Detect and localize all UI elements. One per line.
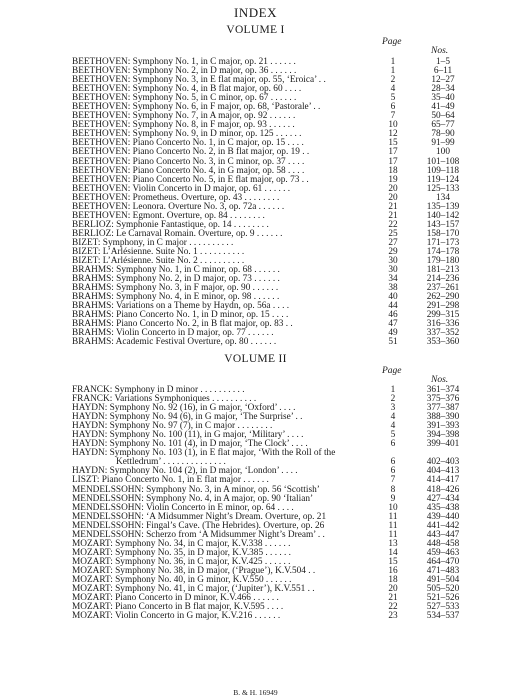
entry-numbers: 171–173 bbox=[426, 237, 460, 248]
entry-numbers: 391–393 bbox=[426, 421, 460, 432]
index-entry bbox=[0, 449, 511, 467]
entry-numbers: 316–336 bbox=[426, 319, 460, 330]
entry-page-number: 5 bbox=[390, 430, 396, 441]
entry-numbers: 527–533 bbox=[426, 602, 460, 613]
entry-page-number: 1 bbox=[390, 66, 396, 77]
entry-page-number: 17 bbox=[388, 156, 398, 167]
entry-title: MOZART: Symphony No. 38, in D major, (‘Prague’), K.V.504 . . bbox=[72, 565, 316, 576]
entry-numbers: 464–470 bbox=[426, 556, 460, 567]
entry-title: MOZART: Symphony No. 36, in C major, K.V.425 . . . . . . bbox=[72, 556, 291, 567]
entry-numbers: 41–49 bbox=[431, 102, 455, 113]
entry-numbers: 399–401 bbox=[426, 439, 460, 450]
entry-numbers: 179–180 bbox=[426, 256, 460, 267]
entry-numbers: 6–11 bbox=[433, 66, 453, 77]
entry-page-number: 14 bbox=[388, 547, 398, 558]
entry-numbers: 427–434 bbox=[426, 493, 460, 504]
entry-page-number: 34 bbox=[388, 274, 398, 285]
entry-numbers: 262–290 bbox=[426, 292, 460, 303]
entry-page-number: 13 bbox=[388, 538, 398, 549]
entry-numbers: 12–27 bbox=[431, 75, 455, 86]
entry-title: BRAHMS: Piano Concerto No. 1, in D minor, op. 15 . . . . bbox=[72, 310, 289, 321]
entry-title: BERLIOZ: Le Carnaval Romain. Overture, op. 9 . . . . . . bbox=[72, 228, 283, 239]
page-title: INDEX bbox=[234, 5, 277, 20]
entry-page-number: 4 bbox=[390, 84, 396, 95]
volume-2-entry-list bbox=[0, 386, 511, 621]
entry-title: BRAHMS: Variations on a Theme by Haydn, op. 56a . . . . bbox=[72, 301, 290, 312]
entry-page-number: 20 bbox=[388, 584, 398, 595]
entry-title: BEETHOVEN: Egmont. Overture, op. 84 . . . . . . . . bbox=[72, 210, 265, 221]
entry-page-number: 1 bbox=[390, 57, 396, 67]
entry-numbers: 443–447 bbox=[426, 529, 460, 540]
entry-page-number: 15 bbox=[388, 556, 398, 567]
entry-title: BEETHOVEN: Symphony No. 4, in B flat major, op. 60 . . . . bbox=[72, 84, 302, 95]
entry-numbers: 388–390 bbox=[426, 412, 460, 423]
entry-page-number: 15 bbox=[388, 138, 398, 149]
entry-page-number: 38 bbox=[388, 283, 398, 294]
entry-numbers: 140–142 bbox=[426, 210, 460, 221]
entry-title: MOZART: Violin Concerto in G major, K.V.216 . . . . . . bbox=[72, 611, 281, 622]
entry-page-number: 23 bbox=[388, 611, 398, 622]
entry-page-number: 30 bbox=[388, 256, 398, 267]
entry-title: MOZART: Piano Concerto in D minor, K.V.466 . . . . . . bbox=[72, 593, 279, 604]
entry-title: BEETHOVEN: Symphony No. 9, in D minor, op. 125 . . . . . . bbox=[72, 129, 302, 140]
entry-title: BRAHMS: Violin Concerto in D major, op. 77 . . . . . . bbox=[72, 328, 274, 339]
entry-numbers: 91–99 bbox=[431, 138, 455, 149]
entry-numbers: 174–178 bbox=[426, 246, 460, 257]
entry-numbers: 375–376 bbox=[426, 394, 460, 405]
entry-title: MOZART: Symphony No. 41, in C major, (‘Jupiter’), K.V.551 . . bbox=[72, 584, 315, 595]
entry-title: BEETHOVEN: Symphony No. 3, in E flat major, op. 55, ‘Eroica’ . . bbox=[72, 75, 326, 86]
entry-page-number: 3 bbox=[390, 403, 396, 414]
entry-numbers: 414–417 bbox=[426, 475, 460, 486]
entry-numbers: 491–504 bbox=[426, 574, 460, 585]
entry-numbers: 337–352 bbox=[426, 328, 460, 339]
entry-numbers: 65–77 bbox=[431, 120, 455, 131]
entry-numbers: 291–298 bbox=[426, 301, 460, 312]
entry-page-number: 18 bbox=[388, 574, 398, 585]
entry-numbers: 459–463 bbox=[426, 547, 460, 558]
entry-title: MOZART: Symphony No. 34, in C major, K.V.338 . . . . . . bbox=[72, 538, 291, 549]
entry-page-number: 6 bbox=[390, 466, 396, 477]
entry-numbers: 135–139 bbox=[426, 201, 460, 212]
entry-title: BEETHOVEN: Piano Concerto No. 2, in B flat major, op. 19 . . bbox=[72, 147, 310, 158]
entry-title: BEETHOVEN: Piano Concerto No. 3, in C minor, op. 37 . . . . bbox=[72, 156, 305, 167]
entry-page-number: 10 bbox=[388, 502, 398, 513]
entry-numbers: 78–90 bbox=[431, 129, 455, 140]
entry-title: BERLIOZ: Symphonie Fantastique, op. 14 . . . . . . . . bbox=[72, 219, 269, 230]
entry-numbers: 109–118 bbox=[426, 165, 460, 176]
entry-numbers: 237–261 bbox=[426, 283, 460, 294]
entry-page-number: 10 bbox=[388, 120, 398, 131]
entry-title: HAYDN: Symphony No. 101 (4), in D major, ‘The Clock’ . . . . bbox=[72, 439, 308, 450]
entry-title: FRANCK: Variations Symphoniques . . . . . . . . . . bbox=[72, 394, 257, 405]
entry-numbers: 100 bbox=[436, 147, 450, 158]
entry-title: MENDELSSOHN: ‘A Midsummer Night’s Dream. Overture, op. 21 bbox=[72, 511, 327, 522]
entry-numbers: 50–64 bbox=[431, 111, 455, 122]
entry-title: HAYDN: Symphony No. 104 (2), in D major, ‘London’ . . . . bbox=[72, 466, 298, 477]
entry-page-number: 49 bbox=[388, 328, 398, 339]
entry-title: BRAHMS: Symphony No. 2, in D major, op. 73 . . . . . . bbox=[72, 274, 280, 285]
entry-title: BRAHMS: Symphony No. 4, in E minor, op. 98 . . . . . . bbox=[72, 292, 280, 303]
volume-1-page-header: Page bbox=[382, 37, 402, 47]
entry-title: HAYDN: Symphony No. 94 (6), in G major, ‘The Surprise’ . . bbox=[72, 412, 303, 423]
entry-title: MENDELSSOHN: Fingal’s Cave. (The Hebrides). Overture, op. 26 bbox=[72, 520, 325, 531]
entry-title: BRAHMS: Symphony No. 3, in F major, op. 90 . . . . . . bbox=[72, 283, 279, 294]
entry-page-number: 46 bbox=[388, 310, 398, 321]
entry-title: BEETHOVEN: Piano Concerto No. 5, in E flat major, op. 73 . . bbox=[72, 174, 309, 185]
entry-numbers: 404–413 bbox=[426, 466, 460, 477]
entry-title: MENDELSSOHN: Symphony No. 3, in A minor, op. 56 ‘Scottish’ bbox=[72, 484, 320, 495]
entry-title: BEETHOVEN: Leonora. Overture No. 3, op. 72a . . . . . . bbox=[72, 201, 285, 212]
volume-1-heading: VOLUME I bbox=[226, 24, 285, 36]
entry-title: MOZART: Symphony No. 40, in G minor, K.V.550 . . . . . . bbox=[72, 574, 292, 585]
entry-page-number: 4 bbox=[390, 412, 396, 423]
entry-page-number: 30 bbox=[388, 265, 398, 276]
entry-numbers: 143–157 bbox=[426, 219, 460, 230]
entry-numbers: 28–34 bbox=[431, 84, 455, 95]
entry-title: BEETHOVEN: Prometheus. Overture, op. 43 . . . . . . . . bbox=[72, 192, 280, 203]
entry-page-number: 1 bbox=[390, 385, 396, 395]
volume-1-nos-header: Nos. bbox=[431, 46, 449, 56]
entry-page-number: 6 bbox=[390, 439, 396, 450]
entry-numbers: 119–124 bbox=[426, 174, 460, 185]
entry-title: MENDELSSOHN: Violin Concerto in E minor, op. 64 . . . . bbox=[72, 502, 294, 513]
entry-page-number: 7 bbox=[390, 111, 396, 122]
entry-page-number: 4 bbox=[390, 421, 396, 432]
entry-numbers: 402–403 bbox=[426, 457, 460, 468]
entry-numbers: 134 bbox=[436, 192, 450, 203]
entry-page-number: 6 bbox=[390, 102, 396, 113]
entry-numbers: 439–440 bbox=[426, 511, 460, 522]
entry-numbers: 181–213 bbox=[426, 265, 460, 276]
entry-numbers: 125–133 bbox=[426, 183, 460, 194]
entry-numbers: 214–236 bbox=[426, 274, 460, 285]
entry-title: BEETHOVEN: Symphony No. 5, in C minor, op. 67 . . . . . . bbox=[72, 93, 297, 104]
entry-numbers: 101–108 bbox=[426, 156, 460, 167]
publisher-code: B. & H. 16949 bbox=[233, 688, 278, 697]
entry-title: BIZET: L’Arlésienne. Suite No. 2 . . . . . . . . . . bbox=[72, 256, 245, 267]
entry-numbers: 521–526 bbox=[426, 593, 460, 604]
entry-page-number: 25 bbox=[388, 228, 398, 239]
entry-title: BIZET: L’Arlésienne. Suite No. 1 . . . . . . . . . . bbox=[72, 246, 245, 257]
entry-title: MOZART: Piano Concerto in B flat major, K.V.595 . . . . bbox=[72, 602, 284, 613]
entry-title: BRAHMS: Piano Concerto No. 2, in B flat major, op. 83 . . bbox=[72, 319, 293, 330]
entry-title: BEETHOVEN: Symphony No. 6, in F major, op. 68, ‘Pastorale’ . . bbox=[72, 102, 321, 113]
entry-title: FRANCK: Symphony in D minor . . . . . . . . . . bbox=[72, 385, 245, 395]
volume-2-heading: VOLUME II bbox=[224, 353, 287, 365]
entry-title: BEETHOVEN: Piano Concerto No. 4, in G major, op. 58 . . . . bbox=[72, 165, 305, 176]
entry-title: BEETHOVEN: Symphony No. 8, in F major, op. 93 . . . . . . bbox=[72, 120, 295, 131]
entry-title: HAYDN: Symphony No. 100 (11), in G major, ‘Military’ . . . . bbox=[72, 430, 304, 441]
entry-page-number: 16 bbox=[388, 565, 398, 576]
entry-numbers: 505–520 bbox=[426, 584, 460, 595]
entry-numbers: 435–438 bbox=[426, 502, 460, 513]
entry-numbers: 35–40 bbox=[431, 93, 455, 104]
entry-page-number: 21 bbox=[388, 593, 398, 604]
entry-page-number: 51 bbox=[388, 337, 398, 348]
entry-page-number: 29 bbox=[388, 246, 398, 257]
entry-title: BEETHOVEN: Symphony No. 2, in D major, op. 36 . . . . . . bbox=[72, 66, 297, 77]
entry-numbers: 441–442 bbox=[426, 520, 460, 531]
entry-page-number: 19 bbox=[388, 174, 398, 185]
entry-title: HAYDN: Symphony No. 97 (7), in C major . . . . . . . . bbox=[72, 421, 273, 432]
entry-page-number: 22 bbox=[388, 602, 398, 613]
entry-page-number: 22 bbox=[388, 219, 398, 230]
entry-page-number: 20 bbox=[388, 192, 398, 203]
entry-title: BEETHOVEN: Piano Concerto No. 1, in C major, op. 15 . . . . bbox=[72, 138, 304, 149]
entry-title: HAYDN: Symphony No. 92 (16), in G major, ‘Oxford’ . . . . bbox=[72, 403, 296, 414]
entry-page-number: 20 bbox=[388, 183, 398, 194]
entry-title: MOZART: Symphony No. 35, in D major, K.V.385 . . . . . . bbox=[72, 547, 291, 558]
entry-page-number: 11 bbox=[388, 520, 398, 531]
entry-page-number: 21 bbox=[388, 210, 398, 221]
entry-numbers: 418–426 bbox=[426, 484, 460, 495]
entry-page-number: 47 bbox=[388, 319, 398, 330]
entry-page-number: 5 bbox=[390, 93, 396, 104]
entry-page-number: 2 bbox=[390, 75, 396, 86]
entry-page-number: 2 bbox=[390, 394, 396, 405]
entry-title: BIZET: Symphony, in C major . . . . . . . . . . bbox=[72, 237, 234, 248]
entry-title: MENDELSSOHN: Symphony No. 4, in A major, op. 90 ‘Italian’ bbox=[72, 493, 314, 504]
index-entry bbox=[0, 338, 511, 347]
volume-2-page-header: Page bbox=[382, 366, 402, 376]
entry-numbers: 471–483 bbox=[426, 565, 460, 576]
entry-page-number: 11 bbox=[388, 529, 398, 540]
entry-page-number: 27 bbox=[388, 237, 398, 248]
entry-numbers: 158–170 bbox=[426, 228, 460, 239]
entry-numbers: 361–374 bbox=[426, 385, 460, 395]
entry-numbers: 299–315 bbox=[426, 310, 460, 321]
entry-page-number: 40 bbox=[388, 292, 398, 303]
entry-page-number: 9 bbox=[390, 493, 396, 504]
entry-title: BRAHMS: Symphony No. 1, in C minor, op. 68 . . . . . . bbox=[72, 265, 280, 276]
volume-2-nos-header: Nos. bbox=[431, 375, 449, 385]
entry-title: LISZT: Piano Concerto No. 1, in E flat major . . . . . . bbox=[72, 475, 269, 486]
entry-page-number: 21 bbox=[388, 201, 398, 212]
entry-page-number: 18 bbox=[388, 165, 398, 176]
entry-page-number: 7 bbox=[390, 475, 396, 486]
entry-numbers: 448–458 bbox=[426, 538, 460, 549]
entry-numbers: 353–360 bbox=[426, 337, 460, 348]
entry-page-number: 6 bbox=[390, 457, 396, 468]
entry-title: HAYDN: Symphony No. 103 (1), in E flat major, ‘With the Roll of the bbox=[72, 448, 336, 459]
entry-title-continuation: Kettledrum’ . . . . . . . . . . . . . . bbox=[116, 457, 226, 468]
entry-numbers: 1–5 bbox=[436, 57, 450, 67]
entry-page-number: 12 bbox=[388, 129, 398, 140]
entry-title: BEETHOVEN: Violin Concerto in D major, op. 61 . . . . . . bbox=[72, 183, 291, 194]
entry-numbers: 534–537 bbox=[426, 611, 460, 622]
entry-page-number: 11 bbox=[388, 511, 398, 522]
entry-page-number: 8 bbox=[390, 484, 396, 495]
entry-numbers: 394–398 bbox=[426, 430, 460, 441]
entry-title: BEETHOVEN: Symphony No. 1, in C major, op. 21 . . . . . . bbox=[72, 57, 296, 67]
entry-page-number: 44 bbox=[388, 301, 398, 312]
entry-title: BRAHMS: Academic Festival Overture, op. 80 . . . . . . bbox=[72, 337, 277, 348]
index-entry bbox=[0, 612, 511, 621]
entry-title: BEETHOVEN: Symphony No. 7, in A major, op. 92 . . . . . . bbox=[72, 111, 296, 122]
entry-title: MENDELSSOHN: Scherzo from ‘A Midsummer Night’s Dream’ . . bbox=[72, 529, 325, 540]
volume-1-entry-list bbox=[0, 58, 511, 348]
entry-page-number: 17 bbox=[388, 147, 398, 158]
entry-numbers: 377–387 bbox=[426, 403, 460, 414]
